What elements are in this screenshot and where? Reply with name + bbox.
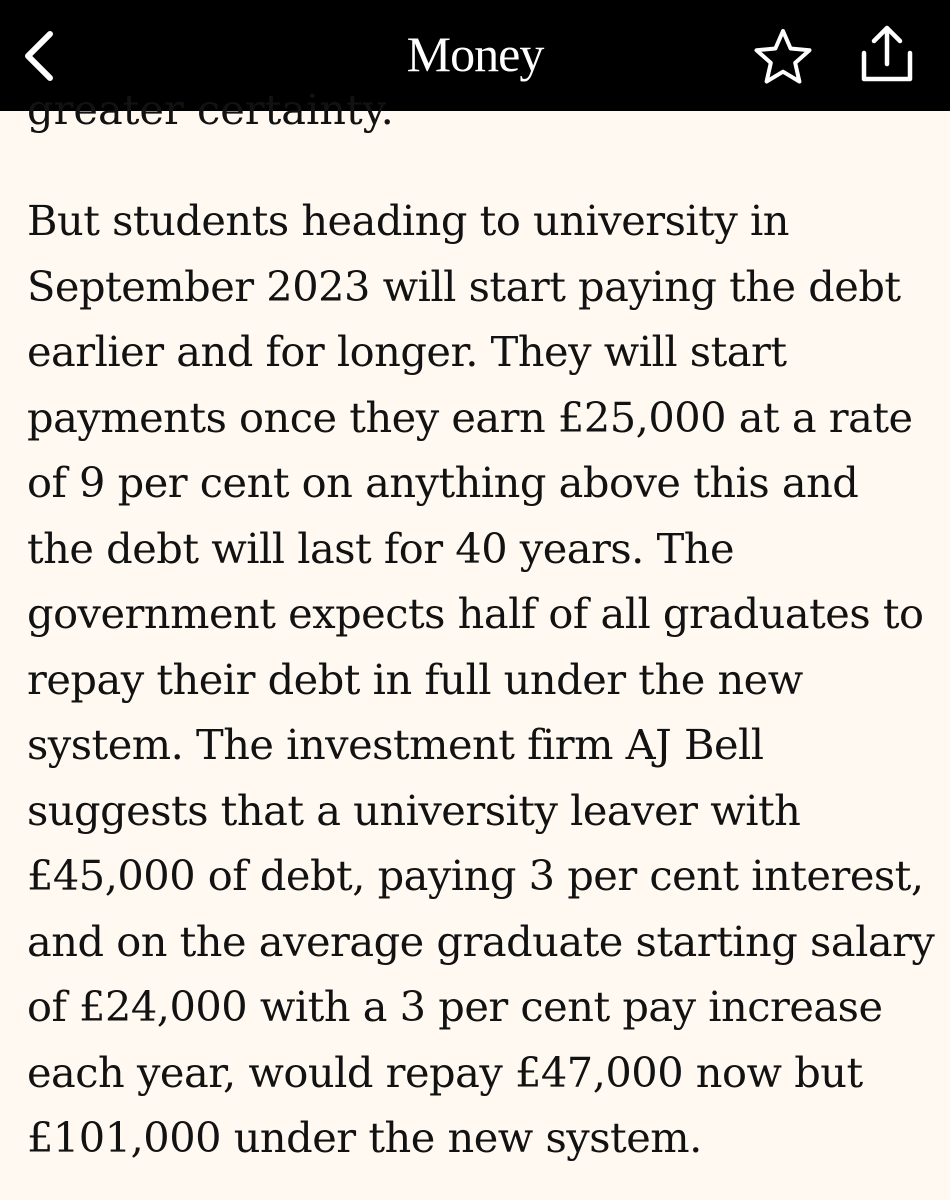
paragraph-line: repay their debt in full under the new — [27, 654, 803, 704]
paragraph-line: and on the average graduate starting salary — [27, 916, 935, 966]
paragraph-line: payments once they earn £25,000 at a rate — [27, 392, 913, 442]
bookmark-button[interactable] — [748, 22, 818, 92]
previous-paragraph-tail: greater certainty. — [27, 85, 394, 134]
share-upload-icon — [852, 20, 922, 90]
section-title: Money — [406, 26, 544, 82]
paragraph-line: the debt will last for 40 years. The — [27, 523, 735, 573]
paragraph-line: government expects half of all graduates to — [27, 589, 924, 638]
paragraph-line: of £24,000 with a 3 per cent pay increase — [27, 982, 883, 1031]
paragraph-line: earlier and for longer. They will start — [27, 327, 787, 376]
paragraph-line: each year, would repay £47,000 now but — [27, 1047, 863, 1097]
paragraph-line: £45,000 of debt, paying 3 per cent interest, — [27, 851, 924, 900]
article-paragraph — [27, 188, 947, 1171]
paragraph-line: of 9 per cent on anything above this and — [27, 458, 859, 507]
paragraph-line: But students heading to university in — [27, 196, 789, 245]
article-body — [0, 85, 950, 1200]
paragraph-line: system. The investment firm AJ Bell — [27, 720, 764, 769]
paragraph-line: £101,000 under the new system. — [27, 1113, 702, 1162]
paragraph-line: suggests that a university leaver with — [27, 785, 801, 835]
paragraph-line: September 2023 will start paying the debt — [27, 261, 901, 311]
share-button[interactable] — [852, 20, 922, 90]
star-outline-icon — [748, 22, 818, 92]
